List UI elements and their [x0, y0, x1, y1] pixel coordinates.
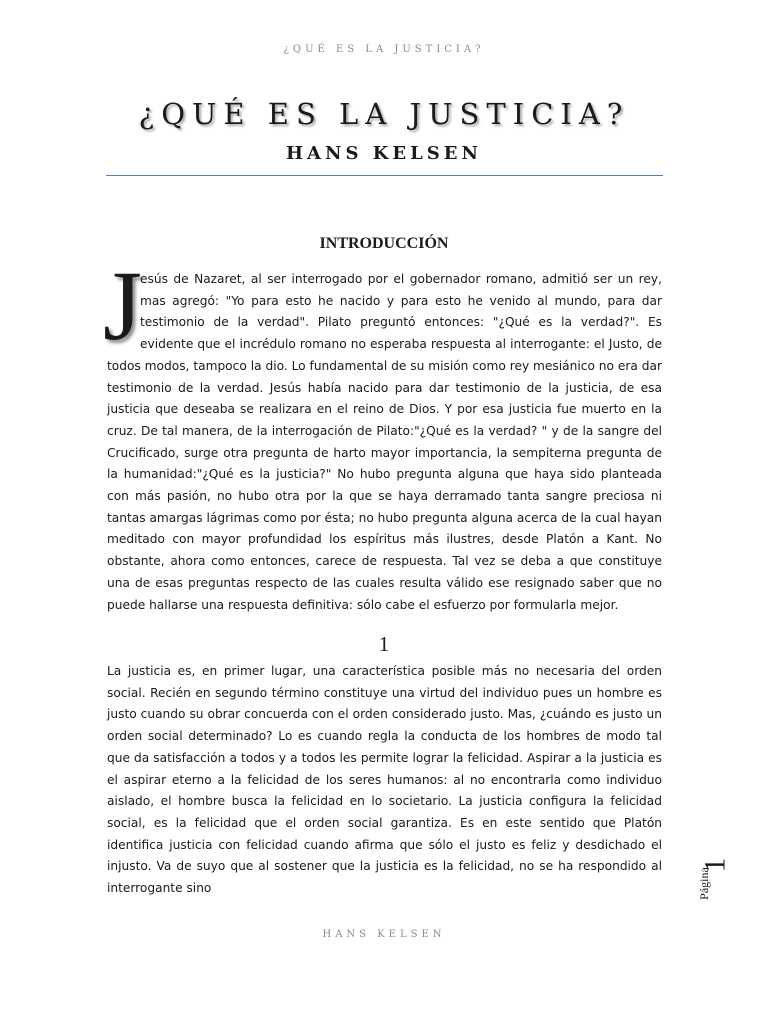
introduction-text: esús de Nazaret, al ser interrogado por el gobernador romano, admitió ser un rey, mas agregó: "Yo para esto he nacido y para esto he venido al mundo, para dar testimonio de la verdad". Pilato preguntó entonces: "¿Qué es la verdad?". Es evidente que el incrédulo romano no esperaba respuesta al interrogante: el Justo, de todos modos, tampoco la dio. Lo fundamental de su misión como rey mesiánico no era dar testimonio de la verdad. Jesús había nacido para dar testimonio de la justicia, de esa justicia que deseaba se realizara en el reino de Dios. Y por esa justicia fue muerto en la cruz. De tal manera, de la interrogación de Pilato:"¿Qué es la verdad? " y de la sangre del Crucificado, surge otra pregunta de harto mayor importancia, la sempiterna pregunta de la humanidad:"¿Qué es la justicia?" No hubo pregunta alguna que haya sido planteada con más pasión, no hubo otra por la que se haya derramado tanta sangre preciosa ni tantas amargas lágrimas como por ésta; no hubo pregunta alguna acerca de la cual hayan meditado con mayor profundidad los espíritus más ilustres, desde Platón a Kant. No obstante, ahora como entonces, carece de respuesta. Tal vez se deba a que constituye una de esas preguntas respecto de las cuales resulta válido ese resignado saber que no puede hallarse una respuesta definitiva: sólo cabe el esfuerzo por formularla mejor.	[107, 272, 662, 612]
running-footer: HANS KELSEN	[322, 929, 446, 940]
document-title: ¿QUÉ ES LA JUSTICIA?	[138, 97, 630, 131]
section-number: 1	[378, 632, 390, 656]
page-label: Página	[696, 867, 711, 900]
section-heading-introduccion: INTRODUCCIÓN	[319, 235, 449, 252]
document-author: HANS KELSEN	[286, 143, 482, 164]
page-number: 1	[698, 857, 732, 873]
running-header: ¿QUÉ ES LA JUSTICIA?	[283, 44, 485, 55]
page-number-marker	[696, 848, 736, 910]
introduction-paragraph	[107, 269, 662, 616]
title-divider	[106, 175, 663, 176]
drop-cap: J	[103, 250, 142, 361]
section-1-paragraph: La justicia es, en primer lugar, una característica posible más no necesaria del orden social. Recién en segundo término constituye una virtud del individuo pues un hombre es justo cuando su obrar concuerda con el orden considerado justo. Mas, ¿cuándo es justo un orden social determinado? Lo es cuando regla la conducta de los hombres de modo tal que da satisfacción a todos y a todos les permite lograr la felicidad. Aspirar a la justicia es el aspirar eterno a la felicidad de los seres humanos: al no encontrarla como individuo aislado, el hombre busca la felicidad en lo societario. La justicia configura la felicidad social, es la felicidad que el orden social garantiza. Es en este sentido que Platón identifica justicia con felicidad cuando afirma que sólo el justo es feliz y desdichado el injusto. Va de suyo que al sostener que la justicia es la felicidad, no se ha respondido al interrogante sino	[107, 664, 662, 896]
drop-cap-spacer	[107, 269, 140, 354]
